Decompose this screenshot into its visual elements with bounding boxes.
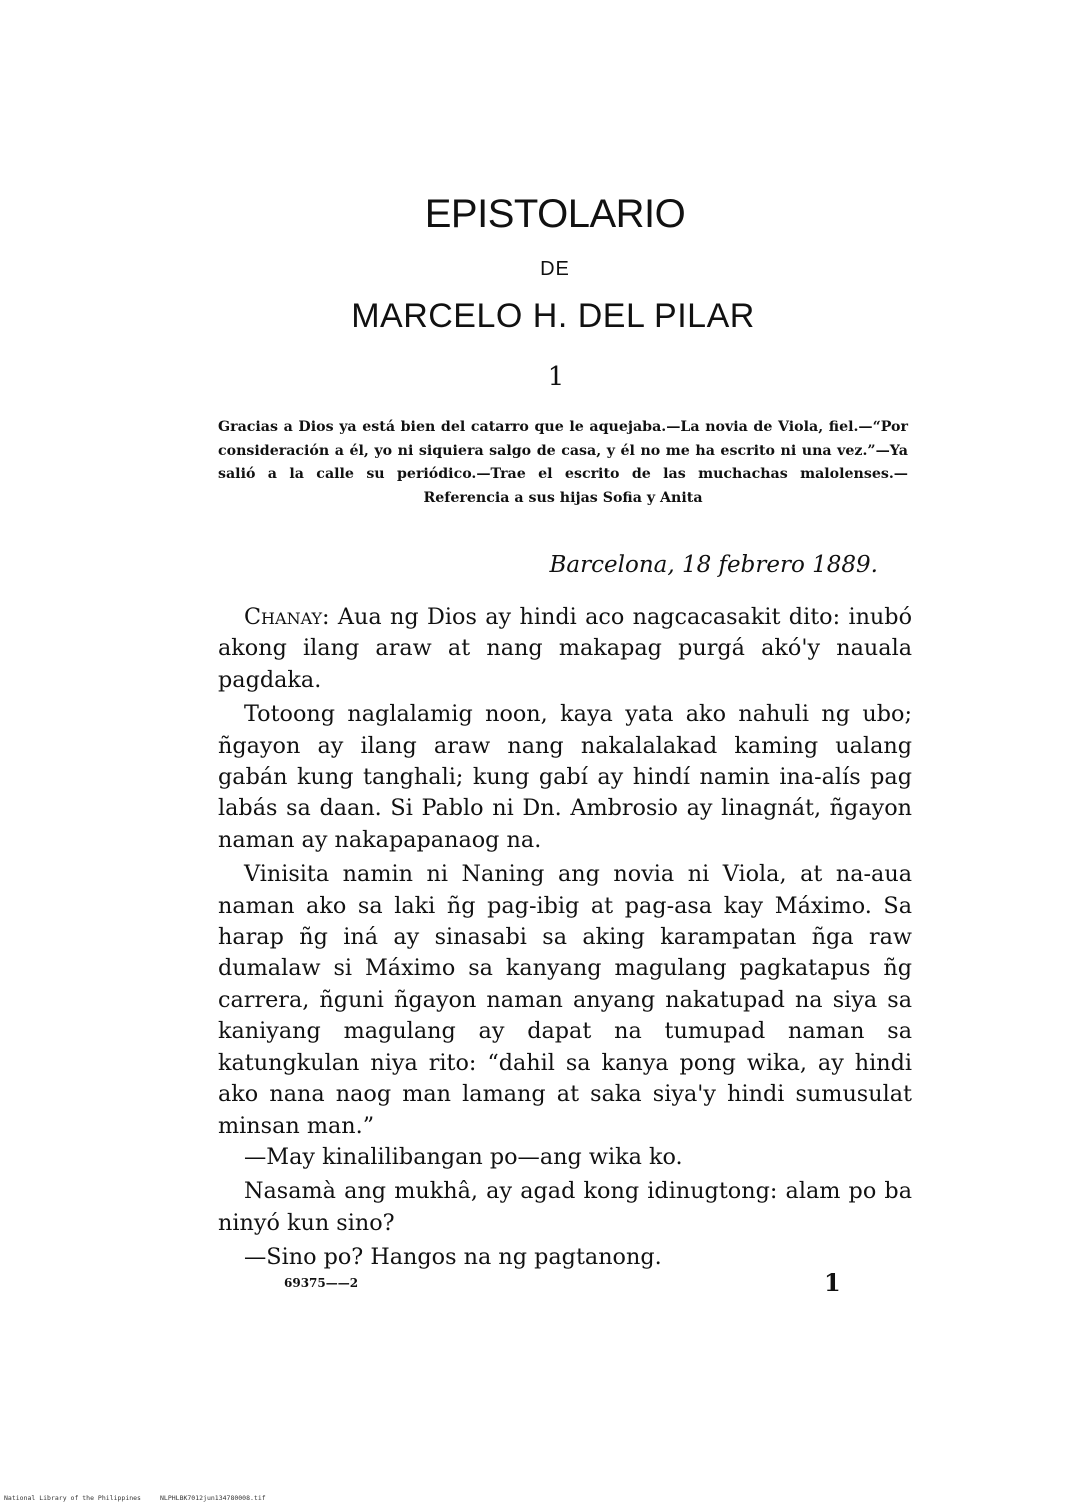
letter-number: 1 (547, 362, 565, 392)
paragraph-3: Vinisita namin ni Naning ang novia ni Viola, at na-aua naman ako sa laki ñg pag-ibig at pag-asa kay Máximo. Sa harap ñg iná ay sinasabi sa aking karampatan ñga raw dumalaw si Máximo sa kanyang magulang pagkatapus ñg carrera, ñguni ñgayon naman anyang nakatupad na siya sa kaniyang magulang ay dapat na tumupad naman sa katungkulan niya rito: “dahil sa kanya pong wika, ay hindi ako nana naog man lamang at saka siya'y hindi sumusulat minsan man.” (218, 861, 912, 1139)
letter-summary: Gracias a Dios ya está bien del catarro que le aquejaba.—La novia de Viola, fiel.—“Por consideración a él, yo ni siquiera salgo de casa, y él no me ha escrito ni una vez.”—Ya salió a la calle su periódico.—Trae el escrito de las muchachas malolenses.—Referencia a sus hijas Sofia y Anita (218, 419, 908, 506)
scan-library-label: National Library of the Philippines (4, 1494, 141, 1502)
printer-signature: 69375——2 (284, 1276, 359, 1290)
paragraph-4: —May kinalilibangan po—ang wika ko. (244, 1143, 683, 1170)
book-author: MARCELO H. DEL PILAR (351, 297, 755, 335)
paragraph-text: Aua ng Dios ay hindi aco nagcacasakit dito: inubó akong ilang araw at nang makapag purgá akó'y nauala pagdaka. (218, 604, 912, 693)
scan-file-id: NLPHLBK7012jun134780008.tif (160, 1494, 266, 1502)
paragraph-5: Nasamà ang mukhâ, ay agad kong idinugtong: alam po ba ninyó kun sino? (218, 1178, 912, 1236)
salutation: Chanay: (244, 604, 330, 630)
paragraph-2: Totoong naglalamig noon, kaya yata ako nahuli ng ubo; ñgayon ay ilang araw nang nakalalakad kaming ualang gabán kung tanghali; kung gabí ay hindí namin ina-alís pag labás sa daan. Si Pablo ni Dn. Ambrosio ay linagnát, ñgayon naman ay nakapapanaog na. (218, 701, 912, 853)
letter-dateline: Barcelona, 18 febrero 1889. (549, 552, 878, 578)
title-preposition: DE (540, 258, 570, 280)
letter-body (218, 602, 912, 1274)
paragraph-1 (218, 602, 912, 696)
paragraph-6: —Sino po? Hangos na ng pagtanong. (244, 1244, 662, 1271)
page-number: 1 (824, 1268, 841, 1297)
book-title: EPISTOLARIO (424, 192, 686, 236)
